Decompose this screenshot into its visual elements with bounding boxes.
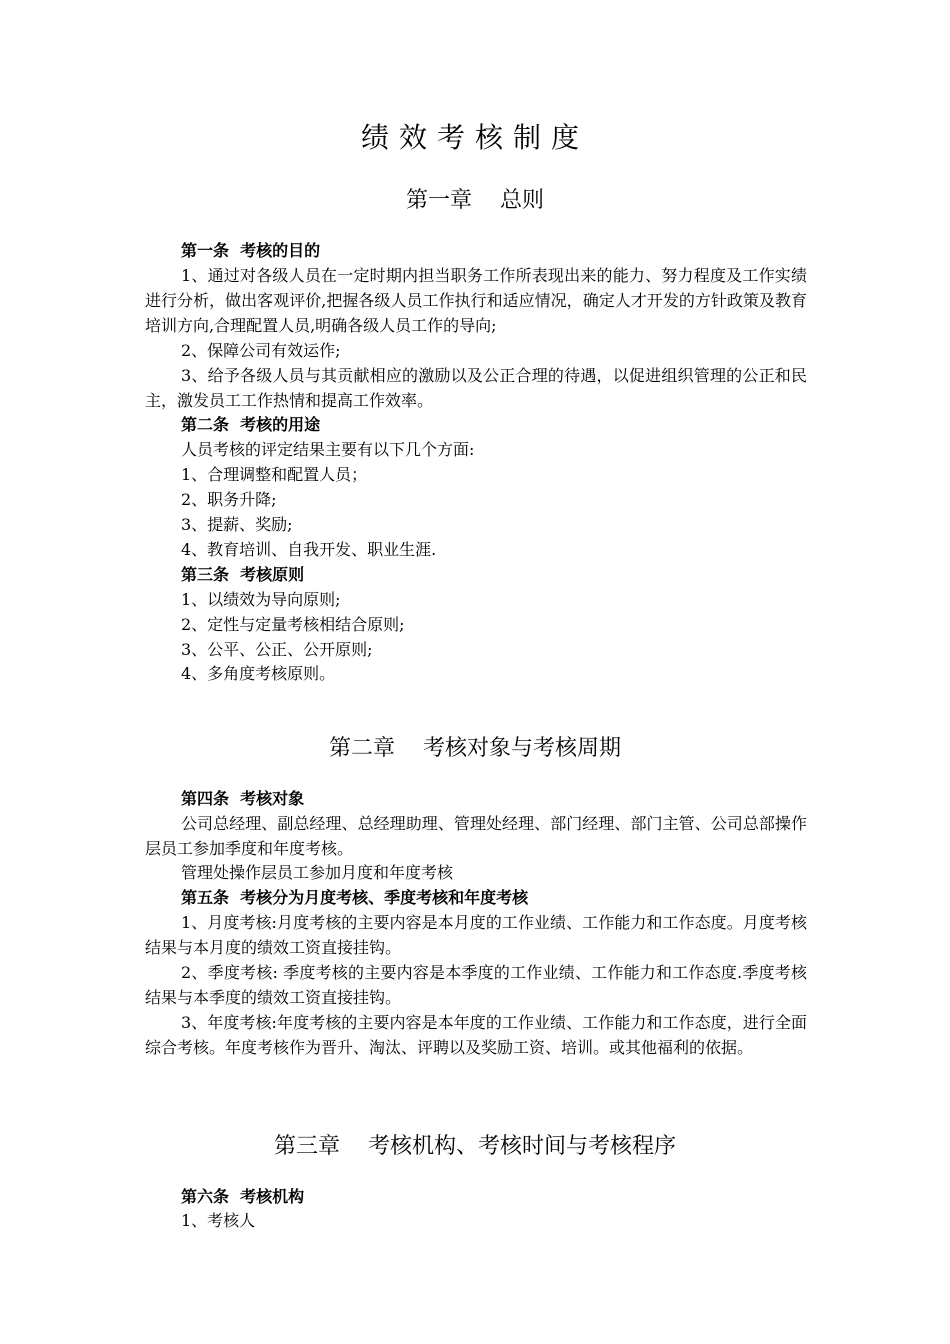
list-item: 1、考核人 — [181, 1211, 256, 1230]
paragraph: 1、通过对各级人员在一定时期内担当职务工作所表现出来的能力、努力程度及工作实绩进行分析，做出客观评价,把握各级人员工作执行和适应情况，确定人才开发的方针政策及教育培训方向,合理配置人员,明确各级人员工作的导向; — [145, 266, 807, 335]
list-item: 2、职务升降; — [181, 490, 277, 509]
paragraph: 1、月度考核:月度考核的主要内容是本月度的工作业绩、工作能力和工作态度。月度考核结果与本月度的绩效工资直接挂钩。 — [145, 913, 807, 957]
list-item: 2、保障公司有效运作; — [181, 341, 341, 360]
list-item: 管理处操作层员工参加月度和年度考核 — [181, 863, 454, 882]
list-item: 4、多角度考核原则。 — [181, 664, 336, 683]
paragraph: 公司总经理、副总经理、总经理助理、管理处经理、部门经理、部门主管、公司总部操作层员工参加季度和年度考核。 — [145, 814, 807, 858]
list-item: 4、教育培训、自我开发、职业生涯. — [181, 540, 437, 559]
list-item: 3、公平、公正、公开原则; — [181, 640, 373, 659]
paragraph: 2、季度考核: 季度考核的主要内容是本季度的工作业绩、工作能力和工作态度.季度考核结果与本季度的绩效工资直接挂钩。 — [145, 963, 807, 1007]
list-item: 2、定性与定量考核相结合原则; — [181, 615, 405, 634]
chapter-heading: 第二章 考核对象与考核周期 — [329, 736, 621, 761]
article-heading: 第六条 考核机构 — [181, 1187, 305, 1206]
document-title: 绩效考核制度 — [360, 121, 589, 154]
article-heading: 第三条 考核原则 — [181, 565, 305, 584]
chapter-heading: 第三章 考核机构、考核时间与考核程序 — [274, 1134, 676, 1159]
list-item: 1、以绩效为导向原则; — [181, 590, 341, 609]
article-heading: 第四条 考核对象 — [181, 789, 305, 808]
paragraph: 3、年度考核:年度考核的主要内容是本年度的工作业绩、工作能力和工作态度，进行全面综合考核。年度考核作为晋升、淘汰、评聘以及奖励工资、培训。或其他福利的依据。 — [145, 1013, 807, 1057]
article-heading: 第二条 考核的用途 — [181, 415, 321, 434]
article-heading: 第五条 考核分为月度考核、季度考核和年度考核 — [181, 888, 529, 907]
list-item: 1、合理调整和配置人员； — [181, 465, 368, 484]
article-heading: 第一条 考核的目的 — [181, 241, 321, 260]
chapter-heading: 第一章 总则 — [406, 188, 544, 213]
paragraph: 3、给予各级人员与其贡献相应的激励以及公正合理的待遇，以促进组织管理的公正和民主，激发员工工作热情和提高工作效率。 — [145, 366, 807, 410]
list-item: 人员考核的评定结果主要有以下几个方面: — [181, 440, 475, 459]
list-item: 3、提薪、奖励; — [181, 515, 293, 534]
